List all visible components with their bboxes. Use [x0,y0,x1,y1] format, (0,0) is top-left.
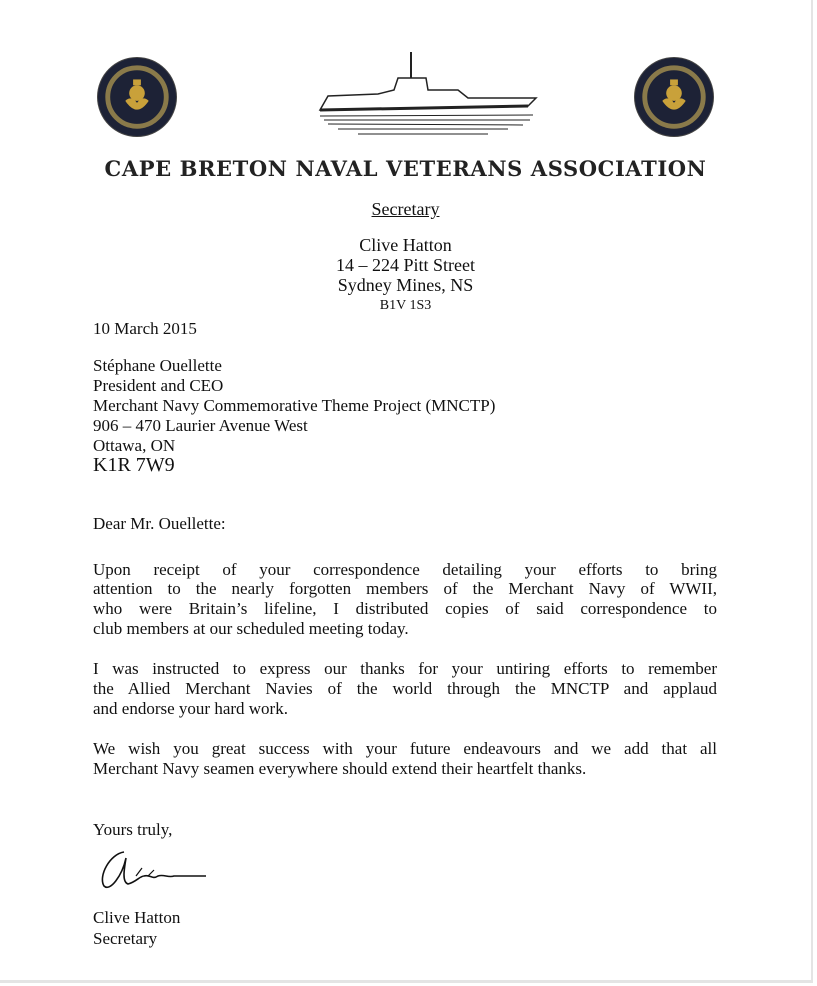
letter-date: 10 March 2015 [93,319,197,338]
recipient-street: 906 – 470 Laurier Avenue West [93,416,308,435]
recipient-name: Stéphane Ouellette [93,356,222,375]
salutation: Dear Mr. Ouellette: [93,514,226,533]
naval-badge-left-icon [98,58,176,136]
paragraph-1-line: attention to the nearly forgotten members of the Merchant Navy of WWII, [93,579,717,598]
paragraph-2-line: and endorse your hard work. [93,699,288,718]
sender-role: Secretary [371,199,440,219]
warship-icon [318,50,540,138]
signature-title: Secretary [93,929,158,948]
naval-badge-right-icon [635,58,713,136]
paragraph-2-line: the Allied Merchant Navies of the world through the MNCTP and applaud [93,679,717,698]
recipient-city: Ottawa, ON [93,436,176,455]
paragraph-1-line: who were Britain’s lifeline, I distributed copies of said correspondence to [93,599,717,618]
sender-postal-code: B1V 1S3 [379,298,432,313]
recipient-postal-code: K1R 7W9 [93,454,175,476]
paragraph-3-line: We wish you great success with your future endeavours and we add that all [93,739,717,758]
signature-icon [96,846,211,894]
paragraph-2-line: I was instructed to express our thanks for your untiring efforts to remember [93,659,717,678]
paragraph-1-line: club members at our scheduled meeting today. [93,619,409,638]
organization-name: CAPE BRETON NAVAL VETERANS ASSOCIATION [104,156,707,181]
closing: Yours truly, [93,820,173,839]
sender-city: Sydney Mines, NS [337,275,474,295]
recipient-title: President and CEO [93,376,224,395]
signature-name: Clive Hatton [93,908,181,927]
paragraph-3-line: Merchant Navy seamen everywhere should extend their heartfelt thanks. [93,759,587,778]
paragraph-1-line: Upon receipt of your correspondence detailing your efforts to bring [93,560,717,579]
recipient-organization: Merchant Navy Commemorative Theme Project (MNCTP) [93,396,496,415]
sender-name: Clive Hatton [359,235,452,255]
sender-street: 14 – 224 Pitt Street [336,255,475,275]
